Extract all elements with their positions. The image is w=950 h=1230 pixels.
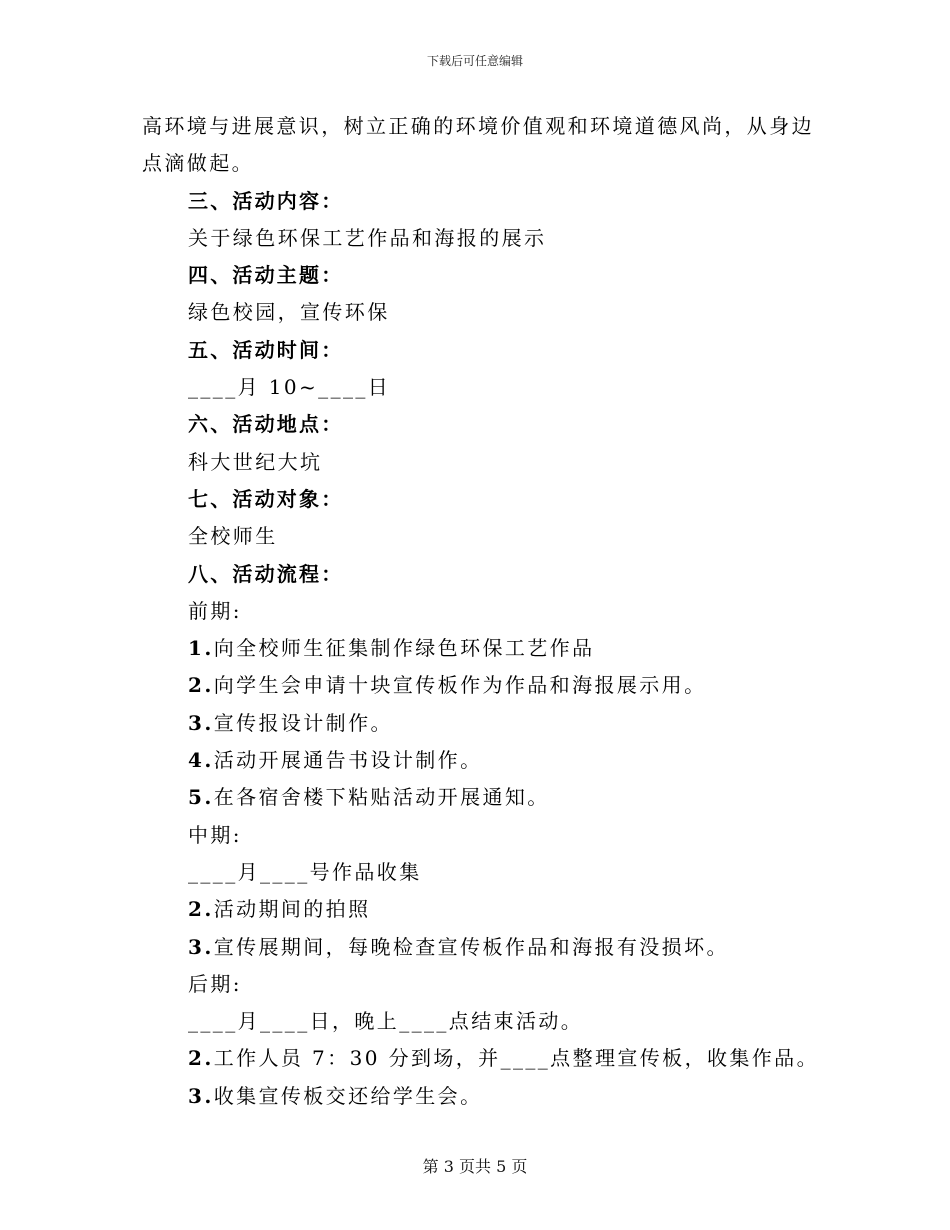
section-heading: 八、活动流程： xyxy=(188,561,344,586)
list-item xyxy=(142,667,822,704)
section-heading: 六、活动地点： xyxy=(188,412,344,437)
section-text: 绿色校园，宣传环保 xyxy=(188,300,390,325)
list-item-text: 收集宣传板交还给学生会。 xyxy=(213,1083,483,1108)
list-item xyxy=(142,929,822,966)
list-item-number: 2. xyxy=(188,1046,214,1071)
section-heading: 七、活动对象： xyxy=(188,486,344,511)
list-item-number: 1. xyxy=(188,636,214,661)
section-text: ____月 10~____日 xyxy=(188,375,391,400)
list-item xyxy=(142,630,822,667)
section-text: 全校师生 xyxy=(188,524,278,549)
intro-line: 点滴做起。 xyxy=(142,151,254,176)
list-item: ____月____号作品收集 xyxy=(188,859,422,884)
list-item-text: 活动开展通告书设计制作。 xyxy=(213,748,483,773)
page-header: 下载后可任意编辑 xyxy=(426,54,523,68)
phase-label: 后期: xyxy=(188,971,242,996)
page-number: 第 3 页共 5 页 xyxy=(422,1157,528,1176)
list-item-number: 3. xyxy=(188,710,214,735)
list-item xyxy=(142,779,822,816)
list-item xyxy=(142,705,822,742)
section-text: 科大世纪大坑 xyxy=(188,449,323,474)
list-item-text: 活动期间的拍照 xyxy=(213,897,371,922)
list-item-number: 2. xyxy=(188,897,214,922)
list-item: ____月____日，晚上____点结束活动。 xyxy=(188,1009,584,1034)
section-heading: 五、活动时间： xyxy=(188,337,344,362)
list-item-number: 2. xyxy=(188,673,214,698)
document-body xyxy=(142,108,822,1115)
phase-label: 前期: xyxy=(188,598,242,623)
list-item xyxy=(142,891,822,928)
list-item xyxy=(142,742,822,779)
list-item-number: 4. xyxy=(188,748,214,773)
section-text: 关于绿色环保工艺作品和海报的展示 xyxy=(188,225,547,250)
list-item-text: 向学生会申请十块宣传板作为作品和海报展示用。 xyxy=(213,673,707,698)
list-item xyxy=(142,1040,822,1077)
list-item-number: 3. xyxy=(188,1083,214,1108)
section-heading: 四、活动主题： xyxy=(188,263,344,288)
section-heading: 三、活动内容： xyxy=(188,188,344,213)
intro-line: 高环境与进展意识，树立正确的环境价值观和环境道德风尚，从身边 xyxy=(142,114,814,138)
list-item-text: 工作人员 7：30 分到场，并____点整理宣传板，收集作品。 xyxy=(213,1046,819,1071)
list-item-text: 向全校师生征集制作绿色环保工艺作品 xyxy=(213,636,595,661)
list-item xyxy=(142,1078,822,1115)
phase-label: 中期: xyxy=(188,822,242,847)
list-item-text: 在各宿舍楼下粘贴活动开展通知。 xyxy=(213,785,550,810)
list-item-number: 3. xyxy=(188,934,214,959)
list-item-text: 宣传展期间，每晚检查宣传板作品和海报有没损坏。 xyxy=(213,934,729,959)
list-item-number: 5. xyxy=(188,785,214,810)
list-item-text: 宣传报设计制作。 xyxy=(213,710,393,735)
